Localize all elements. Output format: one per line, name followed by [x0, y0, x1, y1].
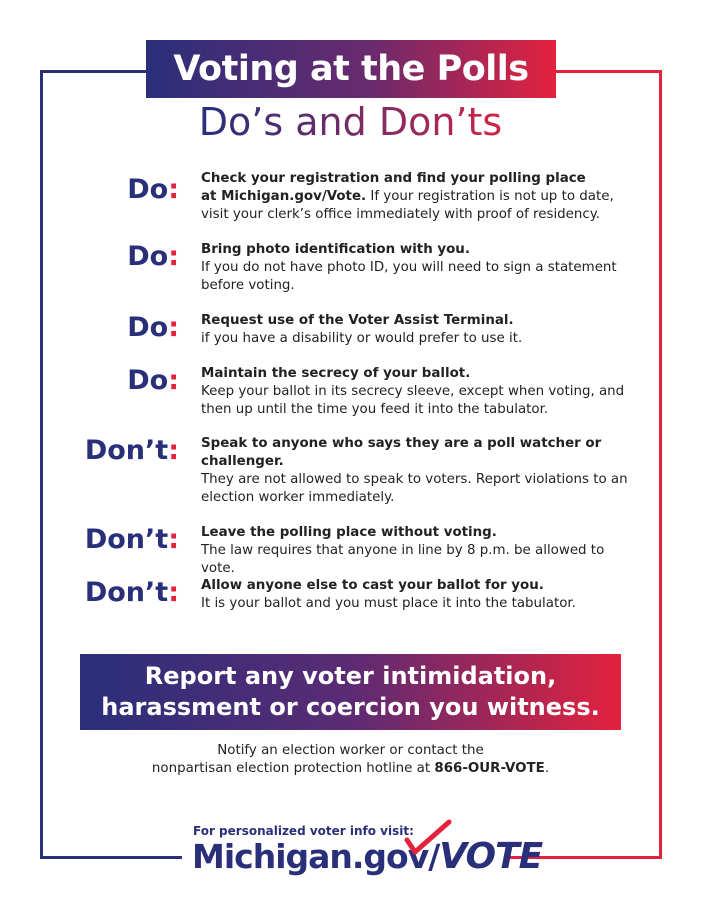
- notify-line-2: nonpartisan election protection hotline at 866-OUR-VOTE.: [151, 761, 550, 776]
- frame-bottom-left-border: [40, 856, 182, 859]
- dont-label: Don’t:: [84, 577, 179, 608]
- banner-line-2: harassment or coercion you witness.: [101, 693, 600, 721]
- do-label: Do:: [127, 241, 179, 272]
- footer-site: Michigan.gov/: [192, 837, 440, 876]
- page-title: Voting at the Polls: [146, 40, 556, 98]
- report-banner: [80, 654, 621, 730]
- frame-top-left-border: [40, 70, 146, 73]
- do-label: Do:: [127, 365, 179, 396]
- page-subtitle: Do’s and Don’ts: [0, 100, 701, 144]
- item-text: Leave the polling place without voting. The law requires that anyone in line by 8 p.m. be allowed to vote.: [201, 525, 605, 576]
- frame-left-border: [40, 70, 43, 859]
- item-text: Speak to anyone who says they are a poll watcher or challenger. They are not allowed to speak to voters. Report violations to an election worker immediately.: [201, 436, 628, 505]
- item-text: Check your registration and find your polling place at Michigan.gov/Vote. If your registration is not up to date, visit your clerk’s office immediately with proof of residency.: [201, 171, 614, 222]
- dont-label: Don’t:: [84, 435, 179, 466]
- notify-line-1: Notify an election worker or contact the: [217, 743, 484, 758]
- frame-right-border: [659, 70, 662, 859]
- dont-label: Don’t:: [84, 524, 179, 555]
- item-text: Allow anyone else to cast your ballot for you. It is your ballot and you must place it into the tabulator.: [201, 578, 576, 611]
- do-label: Do:: [127, 312, 179, 343]
- footer-logo: [192, 836, 542, 877]
- footer-vote: VOTE: [439, 836, 543, 877]
- banner-line-1: Report any voter intimidation,: [144, 662, 557, 690]
- notify-text: [0, 742, 701, 778]
- do-label: Do:: [127, 174, 179, 205]
- checkmark-icon: [397, 818, 457, 858]
- item-text: Request use of the Voter Assist Terminal. if you have a disability or would prefer to use it.: [201, 313, 523, 346]
- footer-caption: For personalized voter info visit:: [193, 824, 414, 838]
- frame-top-right-border: [555, 70, 662, 73]
- item-text: Bring photo identification with you. If you do not have photo ID, you will need to sign a statement before voting.: [201, 242, 617, 293]
- hotline-number: 866-OUR-VOTE: [434, 761, 545, 776]
- item-text: Maintain the secrecy of your ballot. Keep your ballot in its secrecy sleeve, except when voting, and then up until the time you feed it into the tabulator.: [201, 366, 625, 417]
